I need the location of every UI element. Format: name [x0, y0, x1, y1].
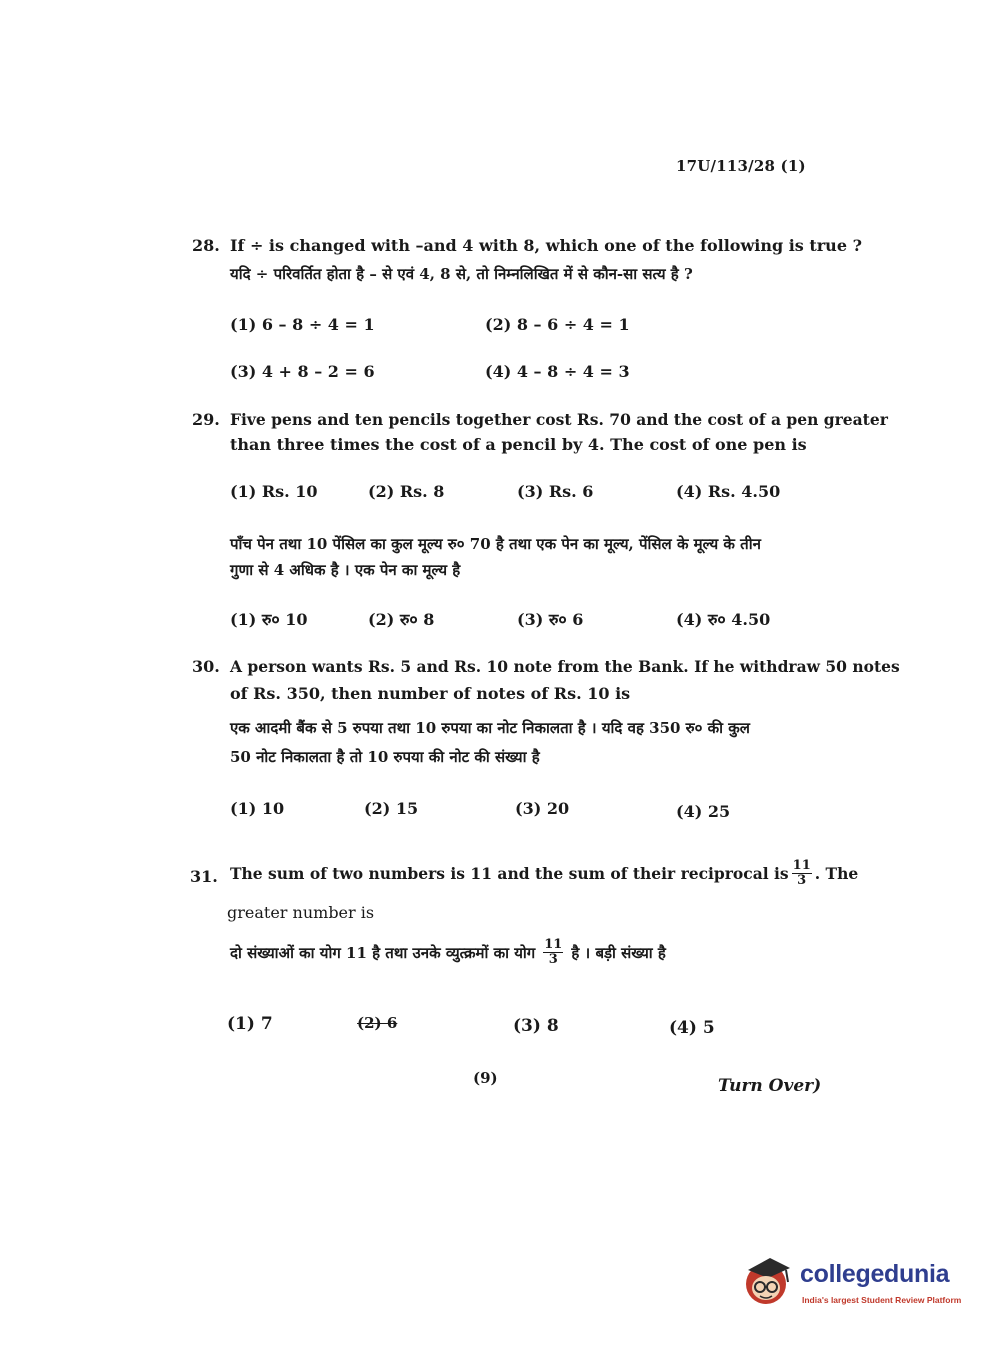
question-29-option-3-en: (3) Rs. 6: [517, 482, 594, 501]
collegedunia-watermark: [742, 1248, 967, 1318]
question-29-text-en-line1: Five pens and ten pencils together cost Rs. 70 and the cost of a pen greater: [230, 410, 888, 429]
question-28-text-hi: यदि ÷ परिवर्तित होता है – से एवं 4, 8 से, तो निम्नलिखित में से कौन-सा सत्य है ?: [230, 265, 693, 283]
brand-tagline: India's largest Student Review Platform: [802, 1295, 962, 1305]
fraction-numerator: 11: [792, 858, 811, 873]
question-30-option-2: (2) 15: [364, 799, 419, 818]
question-31-text-en-line2: greater number is: [227, 903, 375, 922]
question-29-option-4-en: (4) Rs. 4.50: [676, 482, 781, 501]
question-31-text-hi-line1: [230, 938, 666, 967]
question-30-number: 30.: [192, 657, 220, 676]
question-30-option-4: (4) 25: [676, 802, 731, 821]
question-30-text-hi-line2: 50 नोट निकालता है तो 10 रुपया की नोट की संख्या है: [230, 748, 540, 766]
question-29-option-2-hi: (2) रु० 8: [368, 610, 435, 629]
fraction-denominator: 3: [797, 873, 807, 888]
question-30-text-en-line1: A person wants Rs. 5 and Rs. 10 note from the Bank. If he withdraw 50 notes: [230, 657, 900, 676]
brand-name: collegedunia: [800, 1260, 950, 1288]
question-30-text-en-line2: of Rs. 350, then number of notes of Rs. 10 is: [230, 684, 631, 703]
paper-code: 17U/113/28 (1): [676, 157, 806, 175]
question-29-option-1-en: (1) Rs. 10: [230, 482, 318, 501]
question-28-text-en: If ÷ is changed with –and 4 with 8, which one of the following is true ?: [230, 236, 862, 255]
question-31-fraction-hi: [543, 938, 563, 967]
question-31-option-2: (2) 6: [357, 1014, 398, 1032]
question-28-option-1: (1) 6 – 8 ÷ 4 = 1: [230, 315, 375, 334]
question-29-option-3-hi: (3) रु० 6: [517, 610, 584, 629]
turn-over-note: Turn Over): [718, 1076, 822, 1096]
question-29-text-en-line2: than three times the cost of a pencil by 4. The cost of one pen is: [230, 435, 807, 454]
question-31-number: 31.: [190, 867, 218, 886]
question-29-text-hi-line1: पाँच पेन तथा 10 पेंसिल का कुल मूल्य रु० 70 है तथा एक पेन का मूल्य, पेंसिल के मूल्य के तीन: [230, 535, 761, 553]
question-29-number: 29.: [192, 410, 220, 429]
mascot-logo-icon: [742, 1254, 796, 1308]
fraction-numerator: 11: [544, 937, 563, 952]
question-31-text-hi-part-b: है । बड़ी संख्या है: [571, 943, 666, 962]
question-28-number: 28.: [192, 236, 220, 255]
question-31-text-hi-part-a: दो संख्याओं का योग 11 है तथा उनके व्युत्क्रमों का योग: [230, 943, 536, 962]
question-31-text-en-line1: [230, 859, 858, 888]
question-31-option-3: (3) 8: [513, 1016, 559, 1036]
question-29-option-4-hi: (4) रु० 4.50: [676, 610, 771, 629]
question-31-fraction-en: [792, 859, 812, 888]
question-30-option-3: (3) 20: [515, 799, 570, 818]
question-30-text-hi-line1: एक आदमी बैंक से 5 रुपया तथा 10 रुपया का नोट निकालता है । यदि वह 350 रु० की कुल: [230, 719, 750, 737]
question-31-text-en-part-a: The sum of two numbers is 11 and the sum of their reciprocal is: [230, 864, 789, 883]
question-29-text-hi-line2: गुणा से 4 अधिक है । एक पेन का मूल्य है: [230, 561, 461, 579]
question-28-option-2: (2) 8 – 6 ÷ 4 = 1: [485, 315, 630, 334]
fraction-denominator: 3: [548, 952, 558, 967]
question-30-option-1: (1) 10: [230, 799, 285, 818]
question-31-option-1: (1) 7: [227, 1014, 273, 1034]
question-28-option-3: (3) 4 + 8 – 2 = 6: [230, 362, 375, 381]
question-29-option-1-hi: (1) रु० 10: [230, 610, 308, 629]
page-number: (9): [473, 1069, 498, 1087]
question-31-option-4: (4) 5: [669, 1018, 715, 1038]
question-31-text-en-part-b: . The: [814, 864, 859, 883]
question-28-option-4: (4) 4 – 8 ÷ 4 = 3: [485, 362, 630, 381]
question-29-option-2-en: (2) Rs. 8: [368, 482, 445, 501]
